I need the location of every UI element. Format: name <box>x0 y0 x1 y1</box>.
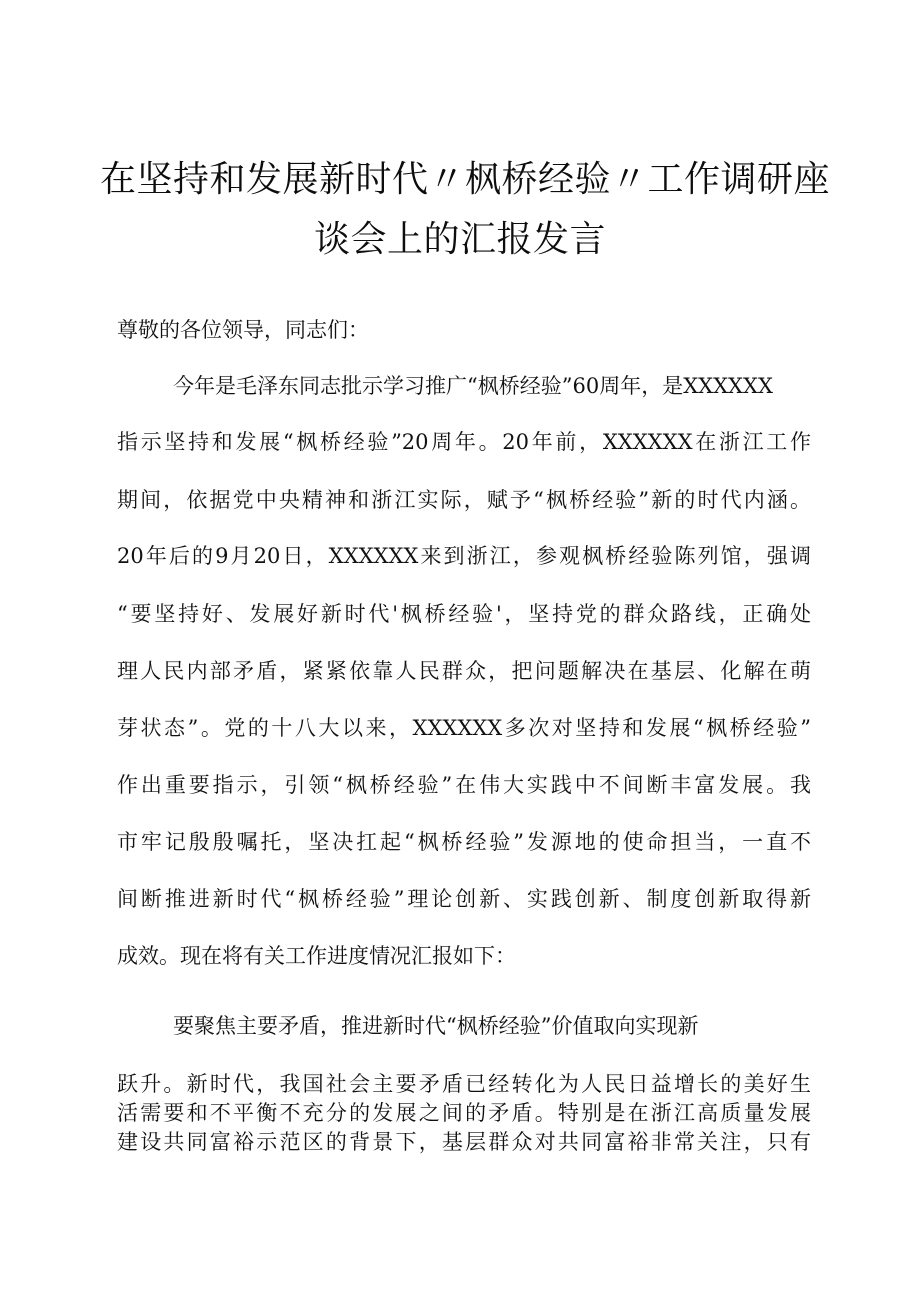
paragraph-1-line: 间断推进新时代“枫桥经验”理论创新、实践创新、制度创新取得新 <box>117 887 811 911</box>
paragraph-1-line: 成效。现在将有关工作进度情况汇报如下： <box>117 944 516 968</box>
paragraph-2-line: 活需要和不平衡不充分的发展之间的矛盾。特别是在浙江高质量发展 <box>117 1101 811 1125</box>
paragraph-2-line: 建设共同富裕示范区的背景下，基层群众对共同富裕非常关注，只有 <box>117 1130 811 1154</box>
paragraph-2-line: 要聚焦主要矛盾，推进新时代“枫桥经验”价值取向实现新 <box>173 1014 699 1038</box>
paragraph-1-line: 期间，依据党中央精神和浙江实际，赋予“枫桥经验”新的时代内涵。 <box>117 488 811 512</box>
paragraph-1-line: 理人民内部矛盾，紧紧依靠人民群众，把问题解决在基层、化解在萌 <box>117 659 811 683</box>
paragraph-1-line: 今年是毛泽东同志批示学习推广“枫桥经验”60周年，是XXXXXX <box>173 374 773 398</box>
document-title-line-1: 在坚持和发展新时代〃枫桥经验〃工作调研座 <box>100 159 831 200</box>
greeting: 尊敬的各位领导，同志们： <box>117 318 369 342</box>
paragraph-1-line: 指示坚持和发展“枫桥经验”20周年。20年前，XXXXXX在浙江工作 <box>117 430 811 454</box>
paragraph-1-line: 作出重要指示，引领“枫桥经验”在伟大实践中不间断丰富发展。我 <box>117 773 811 797</box>
document-title-line-2: 谈会上的汇报发言 <box>313 219 606 260</box>
paragraph-1-line: 芽状态”。党的十八大以来，XXXXXX多次对坚持和发展“枫桥经验” <box>117 716 811 740</box>
paragraph-1-line: 市牢记殷殷嘱托，坚决扛起“枫桥经验”发源地的使命担当，一直不 <box>117 830 811 854</box>
paragraph-2-line: 跃升。新时代，我国社会主要矛盾已经转化为人民日益增长的美好生 <box>117 1072 811 1096</box>
paragraph-1-line: “要坚持好、发展好新时代'枫桥经验'，坚持党的群众路线，正确处 <box>117 602 811 626</box>
paragraph-1-line: 20年后的9月20日，XXXXXX来到浙江，参观枫桥经验陈列馆，强调 <box>117 544 811 568</box>
